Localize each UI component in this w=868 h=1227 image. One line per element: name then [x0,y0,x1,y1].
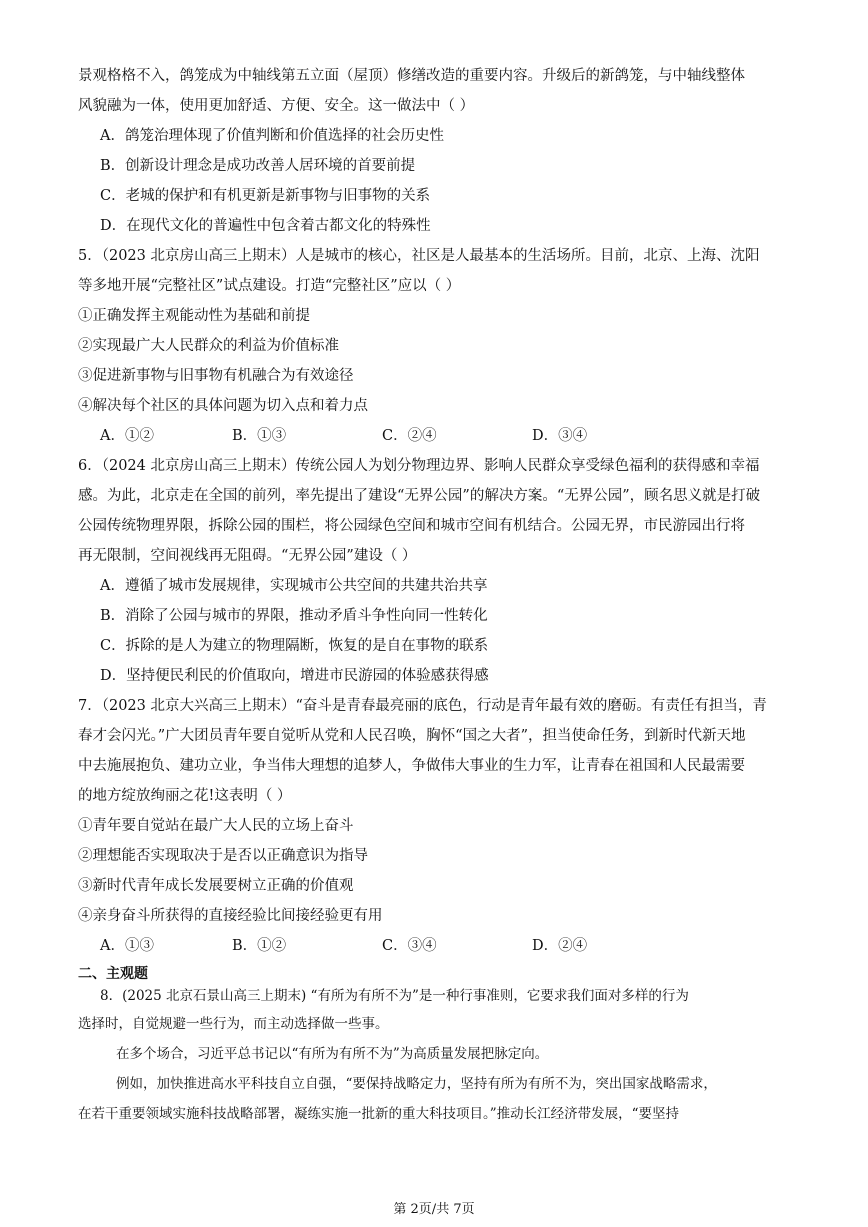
question-7-item-2: ②理想能否实现取决于是否以正确意识为指导 [78,848,368,864]
question-6-option-c: C．拆除的是人为建立的物理隔断，恢复的是自在事物的联系 [100,638,489,654]
question-4-text-line: 景观格格不入，鸽笼成为中轴线第五立面（屋顶）修缮改造的重要内容。升级后的新鸽笼，与中轴线整体 [78,68,745,84]
question-8-text-line: 例如，加快推进高水平科技自立自强，“要保持战略定力，坚持有所为有所不为，突出国家战略需求， [116,1076,717,1092]
question-5-choice-d: D．③④ [532,428,588,444]
section-heading: 二、主观题 [78,966,148,982]
question-5-choice-a: A．①② [100,428,154,444]
question-8-text-line: 在若干重要领域实施科技战略部署，凝练实施一批新的重大科技项目。”推动长江经济带发展，“要坚持 [78,1106,680,1122]
question-5-choice-c: C．②④ [382,428,437,444]
question-7-item-4: ④亲身奋斗所获得的直接经验比间接经验更有用 [78,908,383,924]
question-5-item-4: ④解决每个社区的具体问题为切入点和着力点 [78,398,368,414]
question-7-stem-line: 春才会闪光。”广大团员青年要自觉听从党和人民召唤，胸怀“国之大者”，担当使命任务，到新时代新天地 [78,728,746,744]
question-7-stem-line: 的地方绽放绚丽之花!这表明（ ） [78,788,292,804]
question-7-choice-d: D．②④ [532,938,588,954]
question-7-item-1: ①青年要自觉站在最广大人民的立场上奋斗 [78,818,354,834]
question-5-choice-b: B．①③ [232,428,287,444]
question-4-option-d: D．在现代文化的普遍性中包含着古都文化的特殊性 [100,218,431,234]
question-5-item-2: ②实现最广大人民群众的利益为价值标准 [78,338,339,354]
question-5-item-3: ③促进新事物与旧事物有机融合为有效途径 [78,368,354,384]
question-7-choice-c: C．③④ [382,938,437,954]
question-4-option-b: B．创新设计理念是成功改善人居环境的首要前提 [100,158,416,174]
question-6-option-a: A．遵循了城市发展规律，实现城市公共空间的共建共治共享 [100,578,488,594]
question-4-text-line: 风貌融为一体，使用更加舒适、方便、安全。这一做法中（ ） [78,98,475,114]
question-7-stem-line: 中去施展抱负、建功立业，争当伟大理想的追梦人，争做伟大事业的生力军，让青春在祖国和人民最需要 [78,758,745,774]
question-8-text-line: 在多个场合，习近平总书记以“有所为有所不为”为高质量发展把脉定向。 [116,1046,549,1062]
question-8-text-line: 选择时，自觉规避一些行为，而主动选择做一些事。 [78,1016,389,1032]
question-6-option-d: D．坚持便民利民的价值取向，增进市民游园的体验感获得感 [100,668,489,684]
question-5-stem-line: 等多地开展“完整社区”试点建设。打造“完整社区”应以（ ） [78,278,461,294]
question-5-stem-line: 5．（2023 北京房山高三上期末）人是城市的核心，社区是人最基本的生活场所。目前，北京、上海、沈阳 [78,248,760,264]
question-7-stem-line: 7．（2023 北京大兴高三上期末）“奋斗是青春最亮丽的底色，行动是青年最有效的磨砺。有责任有担当，青 [78,698,767,714]
question-5-item-1: ①正确发挥主观能动性为基础和前提 [78,308,310,324]
question-7-choice-b: B．①② [232,938,287,954]
question-7-choice-a: A．①③ [100,938,154,954]
question-6-option-b: B．消除了公园与城市的界限，推动矛盾斗争性向同一性转化 [100,608,488,624]
question-4-option-c: C．老城的保护和有机更新是新事物与旧事物的关系 [100,188,431,204]
question-6-stem-line: 感。为此，北京走在全国的前列，率先提出了建设“无界公园”的解决方案。“无界公园”，顾名思义就是打破 [78,488,761,504]
question-6-stem-line: 再无限制，空间视线再无阻碍。“无界公园”建设（ ） [78,548,417,564]
question-6-stem-line: 公园传统物理界限，拆除公园的围栏，将公园绿色空间和城市空间有机结合。公园无界，市民游园出行将 [78,518,745,534]
question-6-stem-line: 6．（2024 北京房山高三上期末）传统公园人为划分物理边界、影响人民群众享受绿色福利的获得感和幸福 [78,458,760,474]
question-8-text-line: 8．(2025 北京石景山高三上期末) “有所为有所不为”是一种行事准则，它要求我们面对多样的行为 [100,988,689,1004]
page-number: 第 2页/共 7页 [393,1202,475,1217]
question-7-item-3: ③新时代青年成长发展要树立正确的价值观 [78,878,354,894]
question-4-option-a: A．鸽笼治理体现了价值判断和价值选择的社会历史性 [100,128,444,144]
